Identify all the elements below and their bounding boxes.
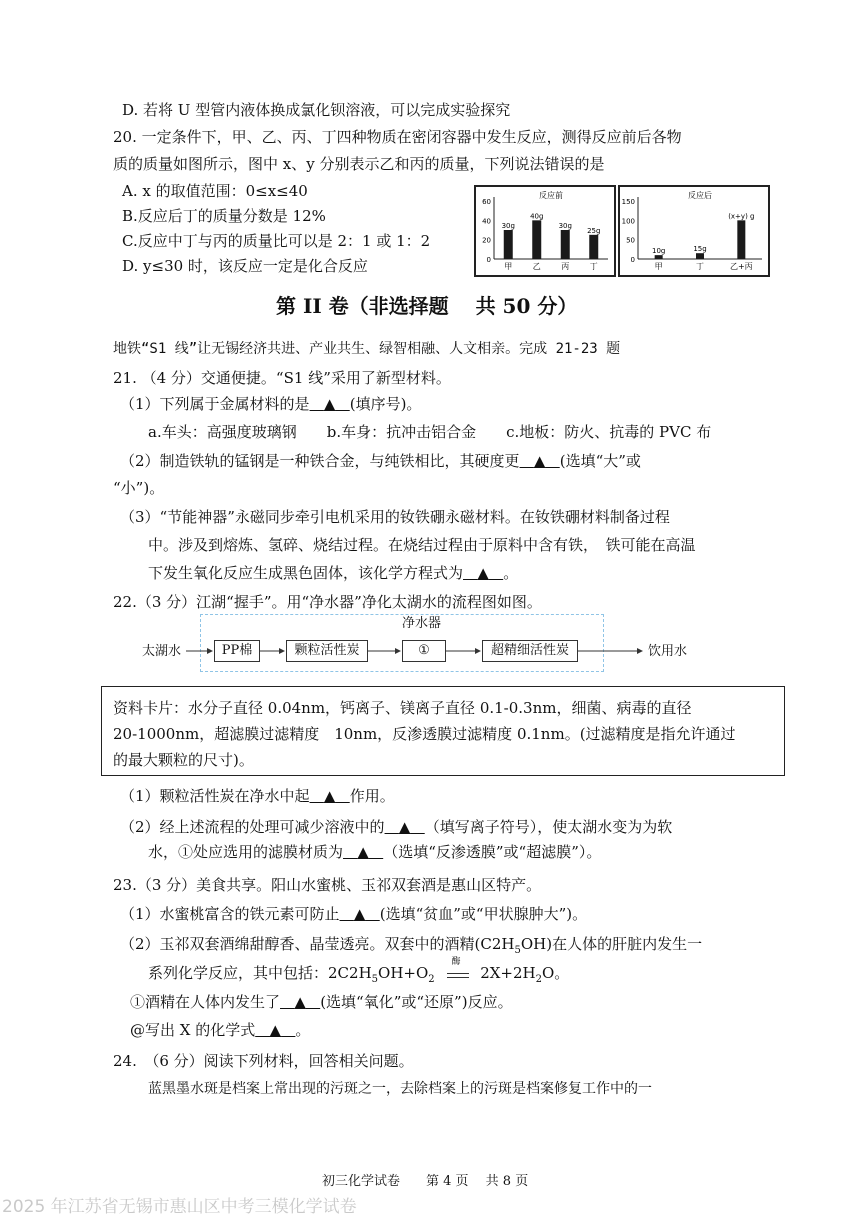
q23-p1 <box>120 904 587 924</box>
q23-p2-line2: 系列化学反应，其中包括：$2C2H_5OH+O_2$ 酶 $2X+2H_2O$。 <box>148 957 570 985</box>
y-tick-label: 150 <box>621 198 635 206</box>
q21-p1 <box>120 394 421 414</box>
q21-p2-tail: (选填“大”或 <box>559 452 641 470</box>
data-label: 30g <box>558 222 572 230</box>
q21-p2-cont: “小”)。 <box>113 479 165 497</box>
q23-i-text: ①酒精在人体内发生了 <box>130 993 281 1011</box>
y-tick-label: 40 <box>482 217 491 226</box>
q21-p2-blank <box>520 452 560 470</box>
data-label: 25g <box>587 226 601 235</box>
catalyst-equals-sign <box>439 957 475 983</box>
watermark: 2025 年江苏省无锡市惠山区中考三模化学试卷 <box>2 1197 357 1217</box>
flow-box-pp: PP棉 <box>214 640 260 662</box>
q21-p3-blank <box>463 564 503 582</box>
q21-p3-line2: 中。涉及到熔炼、氢碎、烧结过程。在烧结过程由于原料中含有铁， 铁可能在高温 <box>148 536 696 554</box>
answer-blank: ▲ <box>294 993 306 1011</box>
q22-p2-blank1 <box>385 818 425 836</box>
data-label: 40g <box>530 212 544 221</box>
q23-p1-tail: (选填“贫血”或“甲状腺肿大”)。 <box>379 905 588 923</box>
category-label: 丙 <box>561 262 570 271</box>
q21-p2-text: （2）制造铁轨的锰钢是一种铁合金，与纯铁相比，其硬度更 <box>120 452 520 470</box>
bar <box>737 220 745 259</box>
intro-text: 地铁“S1 线”让无锡经济共进、产业共生、绿智相融、人文相亲。完成 21-23 题 <box>113 341 621 357</box>
answer-blank: ▲ <box>357 843 369 861</box>
q22-p2-tail: （填写离子符号），使太湖水变为为软 <box>424 818 673 836</box>
answer-blank: ▲ <box>533 452 546 470</box>
q22-stem: 22.（3 分）江湖“握手”。用“净水器”净化太湖水的流程图如图。 <box>113 593 542 611</box>
purifier-label: 净水器 <box>402 616 442 631</box>
q23-equation-text: 系列化学反应，其中包括：2C <box>148 964 350 982</box>
q23-i <box>130 992 513 1012</box>
section-ii-title: 第 II 卷（非选择题 共 50 分） <box>276 294 578 318</box>
q23-p2-text: （2）玉祁双套酒绵甜醇香、晶莹透亮。双套中的酒精(C <box>120 935 492 953</box>
q20-option-d: D. y≤30 时，该反应一定是化合反应 <box>122 257 368 275</box>
chart-after-svg <box>620 187 768 275</box>
chart-title: 反应后 <box>688 191 712 200</box>
q22-p1-blank <box>310 787 350 805</box>
category-label: 丁 <box>696 262 704 271</box>
data-label: (x+y) g <box>728 212 755 221</box>
q24-stem: 24. （6 分）阅读下列材料，回答相关问题。 <box>113 1052 414 1070</box>
info-card-line2: 20-1000nm，超滤膜过滤精度 10nm，反渗透膜过滤精度 0.1nm。(过滤精度是指允许通过 <box>113 725 736 743</box>
q22-p2-cont <box>148 842 601 862</box>
category-label: 乙+丙 <box>729 262 753 271</box>
q21-stem: 21. （4 分）交通便捷。“S1 线”采用了新型材料。 <box>113 369 451 387</box>
data-label: 15g <box>693 245 707 254</box>
q22-p2-blank2 <box>343 843 383 861</box>
q20-option-b: B.反应后丁的质量分数是 12% <box>122 207 326 225</box>
answer-blank: ▲ <box>398 818 411 836</box>
q23-ii-text: @写出 X 的化学式 <box>130 1021 256 1039</box>
category-label: 乙 <box>532 262 541 271</box>
q21-p3-line1: （3）“节能神器”永磁同步牵引电机采用的钕铁硼永磁材料。在钕铁硼材料制备过程 <box>120 508 670 526</box>
q20-option-a: A. x 的取值范围：0≤x≤40 <box>122 182 308 200</box>
q21-p3-line3 <box>148 563 518 583</box>
q21-options: a.车头：高强度玻璃钢 b.车身：抗冲击铝合金 c.地板：防火、抗毒的 PVC 布 <box>148 423 712 441</box>
q22-p1-text: （1）颗粒活性炭在净水中起 <box>120 787 310 805</box>
q22-p2c-text: 水，①处应选用的滤膜材质为 <box>148 843 344 861</box>
answer-blank: ▲ <box>477 564 489 582</box>
q23-ii <box>130 1020 310 1040</box>
bar <box>696 253 704 259</box>
q24-text: 蓝黑墨水斑是档案上常出现的污斑之一，去除档案上的污斑是档案修复工作中的一 <box>148 1081 652 1097</box>
chart-before-svg <box>476 187 614 275</box>
flow-arrows <box>140 612 740 674</box>
data-label: 30g <box>501 222 515 230</box>
flow-box-fine-carbon: 超精细活性炭 <box>482 640 578 662</box>
page-footer: 初三化学试卷 第 4 页 共 8 页 <box>322 1174 529 1189</box>
q20-option-c: C.反应中丁与丙的质量比可以是 2：1 或 1：2 <box>122 232 431 250</box>
q23-ii-tail: 。 <box>295 1021 311 1039</box>
category-label: 丁 <box>589 262 598 271</box>
catalyst-label: 酶 <box>451 957 461 967</box>
bar <box>532 220 541 259</box>
q22-p2d-text: （选填“反渗透膜”或“超滤膜”）。 <box>383 843 602 861</box>
flow-box-granular-carbon: 颗粒活性炭 <box>286 640 368 662</box>
info-card-line3: 的最大颗粒的尺寸)。 <box>113 751 254 769</box>
answer-blank: ▲ <box>323 787 336 805</box>
chart-title: 反应前 <box>539 191 563 200</box>
q23-stem: 23.（3 分）美食共享。阳山水蜜桃、玉祁双套酒是惠山区特产。 <box>113 876 542 894</box>
q21-p1-text: （1）下列属于金属材料的是 <box>120 395 310 413</box>
bar <box>655 255 663 259</box>
q22-p2 <box>120 817 672 837</box>
q23-i-tail: (选填“氧化”或“还原”)反应。 <box>320 993 513 1011</box>
q21-p3-tail: 。 <box>503 564 519 582</box>
flow-start: 太湖水 <box>142 644 182 659</box>
q20-stem-line1: 20. 一定条件下，甲、乙、丙、丁四种物质在密闭容器中发生反应，测得反应前后各物 <box>113 128 682 146</box>
chart-after <box>618 185 770 277</box>
chart-before <box>474 185 616 277</box>
y-tick-label: 0 <box>630 256 635 264</box>
q20-stem-line2: 质的质量如图所示，图中 x、y 分别表示乙和丙的质量，下列说法错误的是 <box>113 155 605 173</box>
y-tick-label: 20 <box>482 236 491 245</box>
info-card-line1: 资料卡片：水分子直径 0.04nm，钙离子、镁离子直径 0.1-0.3nm，细菌、病毒的直径 <box>113 699 692 717</box>
answer-blank: ▲ <box>353 905 366 923</box>
q23-p1-text: （1）水蜜桃富含的铁元素可防止 <box>120 905 340 923</box>
q21-p1-blank <box>310 395 350 413</box>
q22-p1-tail: 作用。 <box>349 787 395 805</box>
q21-p1-tail: (填序号)。 <box>349 395 422 413</box>
data-label: 10g <box>651 247 666 256</box>
y-tick-label: 50 <box>626 236 635 245</box>
q21-p2 <box>120 451 641 471</box>
q22-flow-diagram <box>140 612 740 674</box>
q23-p2-line1: （2）玉祁双套酒绵甜醇香、晶莹透亮。双套中的酒精$(C2H_5OH)$在人体的肝脏内发生一 <box>120 935 703 956</box>
category-label: 甲 <box>504 262 513 271</box>
y-tick-label: 60 <box>482 198 491 206</box>
q23-ii-blank <box>255 1021 295 1039</box>
q23-i-blank <box>280 993 320 1011</box>
bar <box>561 230 570 259</box>
bar <box>504 230 513 259</box>
q22-p2-text: （2）经上述流程的处理可减少溶液中的 <box>120 818 385 836</box>
answer-blank: ▲ <box>323 395 336 413</box>
flow-end: 饮用水 <box>648 644 688 659</box>
flow-box-1: ① <box>402 640 446 662</box>
q23-p1-blank <box>340 905 380 923</box>
bar <box>589 235 598 259</box>
category-label: 甲 <box>654 262 663 271</box>
answer-blank: ▲ <box>269 1021 282 1039</box>
q22-p1 <box>120 786 395 806</box>
q19-option-d: D. 若将 U 型管内液体换成氯化钡溶液，可以完成实验探究 <box>122 101 511 119</box>
y-tick-label: 100 <box>621 217 635 226</box>
q21-p3-text: 下发生氧化反应生成黑色固体，该化学方程式为 <box>148 564 464 582</box>
y-tick-label: 0 <box>486 256 491 264</box>
